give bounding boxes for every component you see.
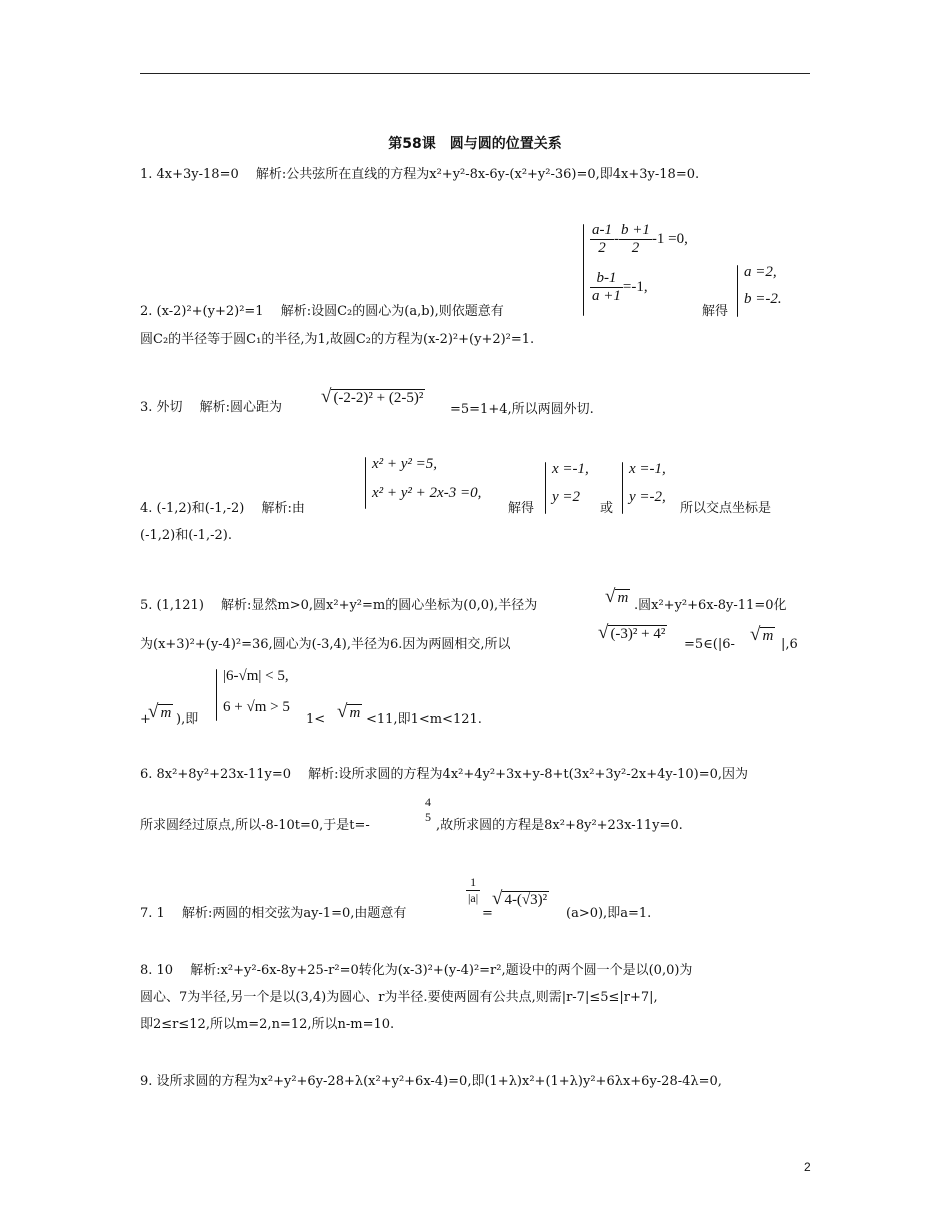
brace-system-4a xyxy=(365,457,366,509)
system-2a-row1: $\frac{a-1}{2}$ - $\frac{b +1}{2}$ -1 =0, xyxy=(592,222,688,256)
solution-5-a: 5. (1,121) 解析:显然m>0,圆x²+y²=m的圆心坐标为(0,0),半径为 xyxy=(140,598,538,613)
solution-5-h: 1< xyxy=(306,712,326,727)
solution-5-c: 为(x+3)²+(y-4)²=36,圆心为(-3,4),半径为6.因为两圆相交,所以 xyxy=(140,637,511,652)
solution-5-e: |,6 xyxy=(781,637,798,652)
solve-label-4: 解得 xyxy=(508,501,535,516)
system-4c-row2: y =-2, xyxy=(629,489,666,505)
system-2b-row2: b =-2. xyxy=(744,291,782,307)
sqrt-m-1: √ m xyxy=(605,586,629,607)
brace-system-2a xyxy=(583,224,584,316)
solution-4-rest: 所以交点坐标是 xyxy=(680,501,772,516)
brace-system-2b xyxy=(737,265,738,317)
brace-system-4c xyxy=(622,462,623,514)
solution-4-text: 4. (-1,2)和(-1,-2) 解析:由 xyxy=(140,501,305,516)
solution-6-line2b: ,故所求圆的方程是8x²+8y²+23x-11y=0. xyxy=(436,818,683,833)
page-title: 第58课 圆与圆的位置关系 xyxy=(388,136,562,152)
solution-6-line2a: 所求圆经过原点,所以-8-10t=0,于是t=- xyxy=(140,818,370,833)
system-5-row1: |6-√m| < 5, xyxy=(223,668,289,684)
system-4c-row1: x =-1, xyxy=(629,461,666,477)
solution-5-g: ),即 xyxy=(176,712,199,727)
system-4b-row1: x =-1, xyxy=(552,461,589,477)
solution-2-line1: 2. (x-2)²+(y+2)²=1 解析:设圆C₂的圆心为(a,b),则依题意有 xyxy=(140,304,504,319)
solution-8-line1: 8. 10 解析:x²+y²-6x-8y+25-r²=0转化为(x-3)²+(y-4)²=r²,题设中的两个圆一个是以(0,0)为 xyxy=(140,963,693,978)
brace-system-5 xyxy=(216,669,217,721)
fraction-4-5: 4 5 xyxy=(425,795,431,824)
solution-7-rest: (a>0),即a=1. xyxy=(566,906,652,921)
system-4b-row2: y =2 xyxy=(552,489,581,505)
solution-3-text: 3. 外切 解析:圆心距为 xyxy=(140,400,283,415)
fraction-1-over-abs-a: $\frac{1}{|a|}$ xyxy=(468,875,479,905)
sqrt-m-3: √ m xyxy=(148,701,172,722)
sqrt-7: √ 4-(√3)² xyxy=(492,888,548,909)
sqrt-m-2: √ m xyxy=(750,624,774,645)
system-2b-row1: a =2, xyxy=(744,264,777,280)
sqrt-distance-3: √ (-2-2)² + (2-5)² xyxy=(321,386,424,407)
solution-5-b: .圆x²+y²+6x-8y-11=0化 xyxy=(634,598,787,613)
solution-3-rest: =5=1+4,所以两圆外切. xyxy=(450,402,594,417)
solution-5-i: <11,即1<m<121. xyxy=(366,712,482,727)
page-number: 2 xyxy=(804,1160,811,1174)
solution-6-line1: 6. 8x²+8y²+23x-11y=0 解析:设所求圆的方程为4x²+4y²+3x+y-8+t(3x²+3y²-2x+4y-10)=0,因为 xyxy=(140,767,749,782)
system-2a-row2: $\frac{b-1}{a +1}$ =-1, xyxy=(592,270,648,304)
solution-5-d: =5∈(|6- xyxy=(684,637,735,652)
system-4a-row1: x² + y² =5, xyxy=(372,456,438,472)
solve-label-2: 解得 xyxy=(702,304,729,319)
solution-4-line2: (-1,2)和(-1,-2). xyxy=(140,528,232,543)
solution-2-line2: 圆C₂的半径等于圆C₁的半径,为1,故圆C₂的方程为(x-2)²+(y+2)²=1. xyxy=(140,332,535,347)
solution-9-line1: 9. 设所求圆的方程为x²+y²+6y-28+λ(x²+y²+6x-4)=0,即(1+λ)x²+(1+λ)y²+6λx+6y-28-4λ=0, xyxy=(140,1074,722,1089)
system-5-row2: 6 + √m > 5 xyxy=(223,699,290,715)
solution-7-text: 7. 1 解析:两圆的相交弦为ay-1=0,由题意有 xyxy=(140,906,407,921)
sqrt-m-4: √ m xyxy=(337,701,361,722)
brace-system-4b xyxy=(545,462,546,514)
system-4a-row2: x² + y² + 2x-3 =0, xyxy=(372,485,482,501)
or-label-4: 或 xyxy=(600,501,614,516)
solution-5-f: + xyxy=(140,712,151,727)
solution-8-line3: 即2≤r≤12,所以m=2,n=12,所以n-m=10. xyxy=(140,1017,395,1032)
equals-sign-7: = xyxy=(482,906,493,921)
solution-8-line2: 圆心、7为半径,另一个是以(3,4)为圆心、r为半径.要使两圆有公共点,则需|r-7|≤5≤|r+7|, xyxy=(140,990,658,1005)
solution-1: 1. 4x+3y-18=0 解析:公共弦所在直线的方程为x²+y²-8x-6y-(x²+y²-36)=0,即4x+3y-18=0. xyxy=(140,167,700,182)
sqrt-distance-5: √ (-3)² + 4² xyxy=(598,622,666,643)
header-rule xyxy=(140,73,810,74)
